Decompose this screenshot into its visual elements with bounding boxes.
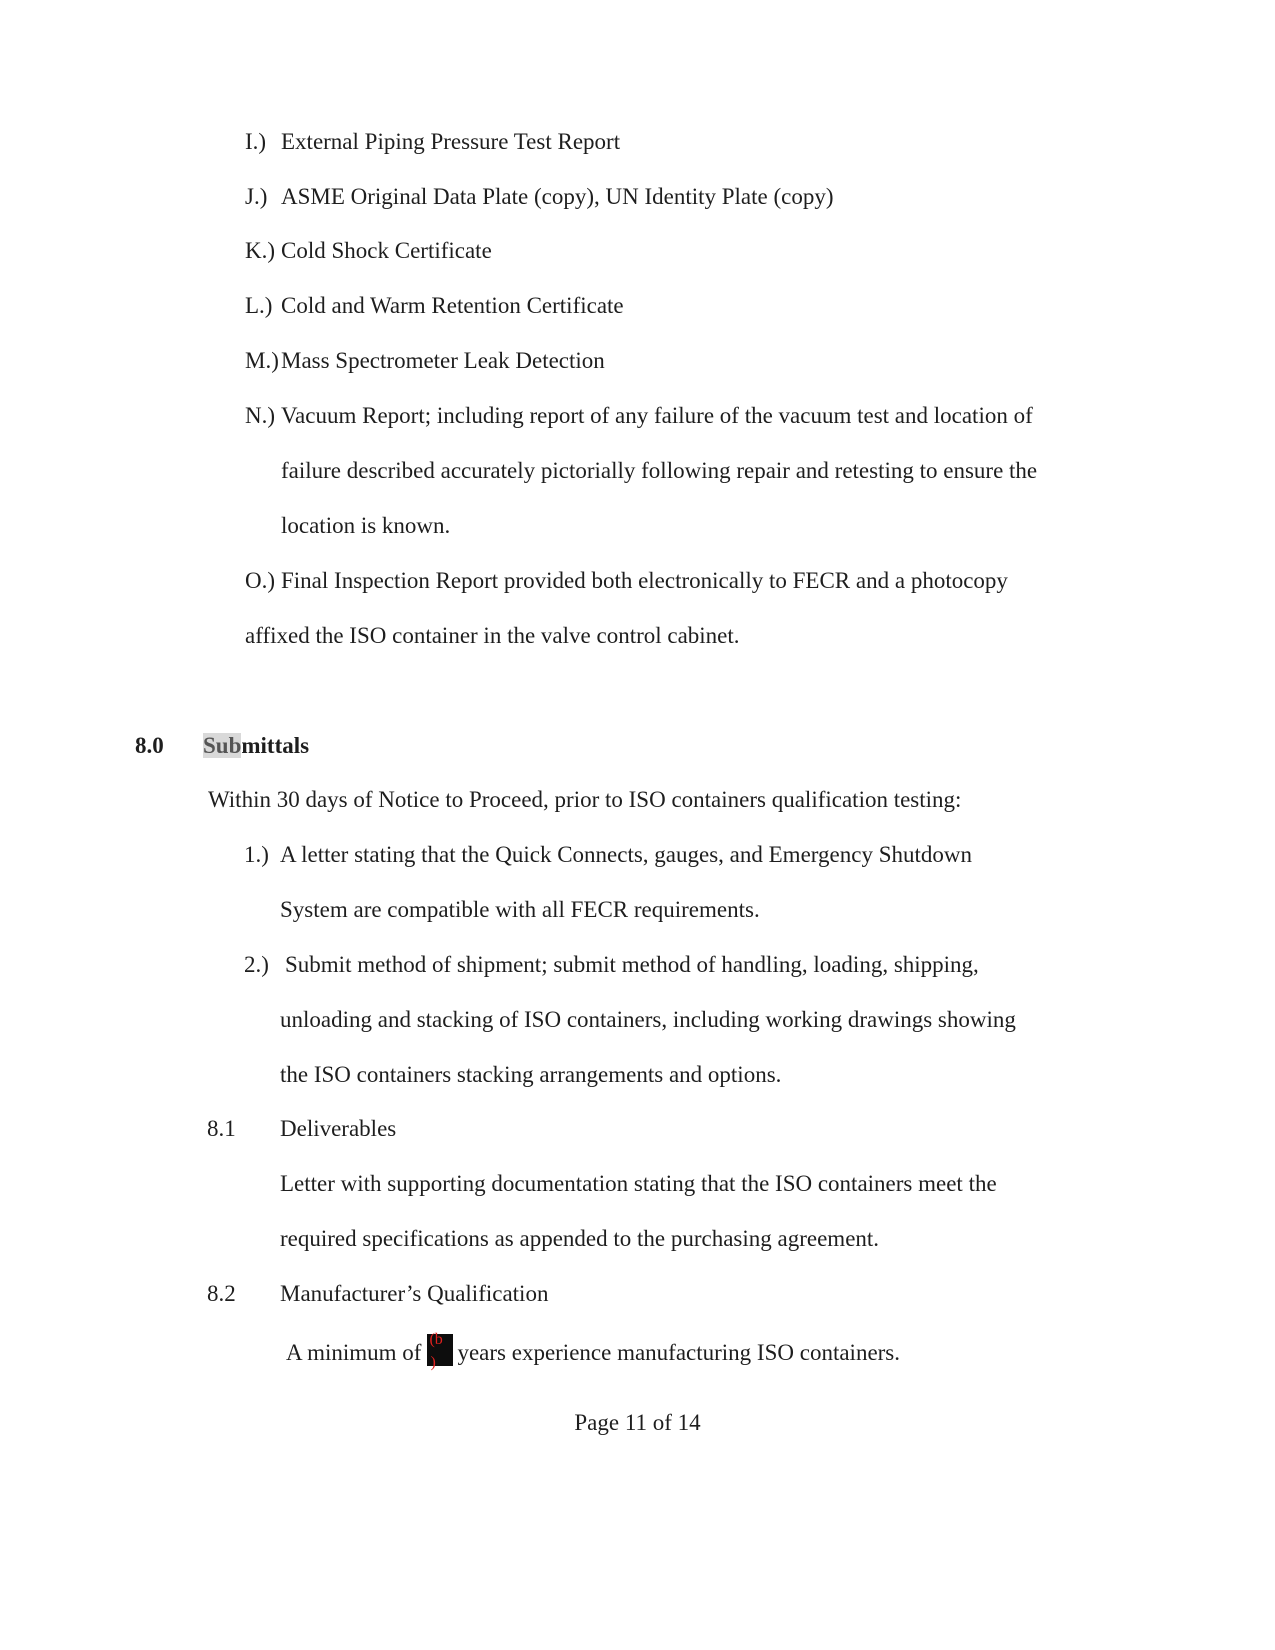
list-label: I.)	[245, 129, 267, 154]
list-continuation: failure described accurately pictorially following repair and retesting to ensure the	[281, 458, 1038, 483]
subsection-title: Manufacturer’s Qualification	[280, 1281, 549, 1306]
redaction-box	[427, 1331, 453, 1371]
redaction-code: (b	[429, 1331, 443, 1348]
list-text: Submit method of shipment; submit method of handling, loading, shipping,	[285, 952, 979, 977]
numbered-item-2	[244, 950, 979, 980]
section-number: 8.0	[135, 733, 164, 758]
list-item-k	[245, 236, 492, 266]
page-number: Page 11 of 14	[574, 1410, 701, 1435]
list-text: Vacuum Report; including report of any failure of the vacuum test and location of	[281, 403, 1033, 428]
section-title	[203, 731, 309, 761]
subsection-body: Letter with supporting documentation stating that the ISO containers meet the	[280, 1171, 997, 1196]
list-label: K.)	[245, 238, 276, 263]
list-item-j	[245, 182, 834, 212]
list-text: ASME Original Data Plate (copy), UN Identity Plate (copy)	[281, 184, 834, 209]
subsection-number: 8.1	[207, 1116, 236, 1141]
list-item-n	[245, 401, 1033, 431]
list-continuation: the ISO containers stacking arrangements and options.	[280, 1062, 782, 1087]
list-item-m	[245, 346, 605, 376]
list-continuation: unloading and stacking of ISO containers, including working drawings showing	[280, 1007, 1016, 1032]
list-text: External Piping Pressure Test Report	[281, 129, 621, 154]
list-label: N.)	[245, 403, 276, 428]
list-text: Cold Shock Certificate	[281, 238, 492, 263]
list-label: O.)	[245, 568, 276, 593]
list-text: A letter stating that the Quick Connects, gauges, and Emergency Shutdown	[280, 842, 972, 867]
text-after-redaction: years experience manufacturing ISO containers.	[457, 1340, 901, 1365]
numbered-item-1	[244, 840, 972, 870]
subsection-title: Deliverables	[280, 1116, 397, 1141]
list-label: 2.)	[244, 952, 269, 977]
list-label: L.)	[245, 293, 273, 318]
section-intro: Within 30 days of Notice to Proceed, prior to ISO containers qualification testing:	[208, 787, 962, 812]
section-title-rest: mittals	[241, 733, 310, 758]
list-continuation: location is known.	[281, 513, 451, 538]
list-continuation: System are compatible with all FECR requirements.	[280, 897, 760, 922]
list-text: Cold and Warm Retention Certificate	[281, 293, 624, 318]
list-label: 1.)	[244, 842, 269, 867]
list-text: Final Inspection Report provided both electronically to FECR and a photocopy	[281, 568, 1008, 593]
redaction-code-close: )	[430, 1354, 436, 1371]
subsection-body	[286, 1331, 901, 1371]
list-text: Mass Spectrometer Leak Detection	[281, 348, 605, 373]
list-continuation: affixed the ISO container in the valve control cabinet.	[245, 623, 740, 648]
list-item-o	[245, 566, 1008, 596]
list-item-l	[245, 291, 624, 321]
list-item-i	[245, 127, 620, 157]
list-label: M.)	[245, 348, 279, 373]
section-title-highlight: Sub	[203, 733, 242, 758]
subsection-number: 8.2	[207, 1281, 236, 1306]
list-label: J.)	[245, 184, 268, 209]
subsection-body: required specifications as appended to the purchasing agreement.	[280, 1226, 880, 1251]
text-before-redaction: A minimum of	[286, 1340, 422, 1365]
